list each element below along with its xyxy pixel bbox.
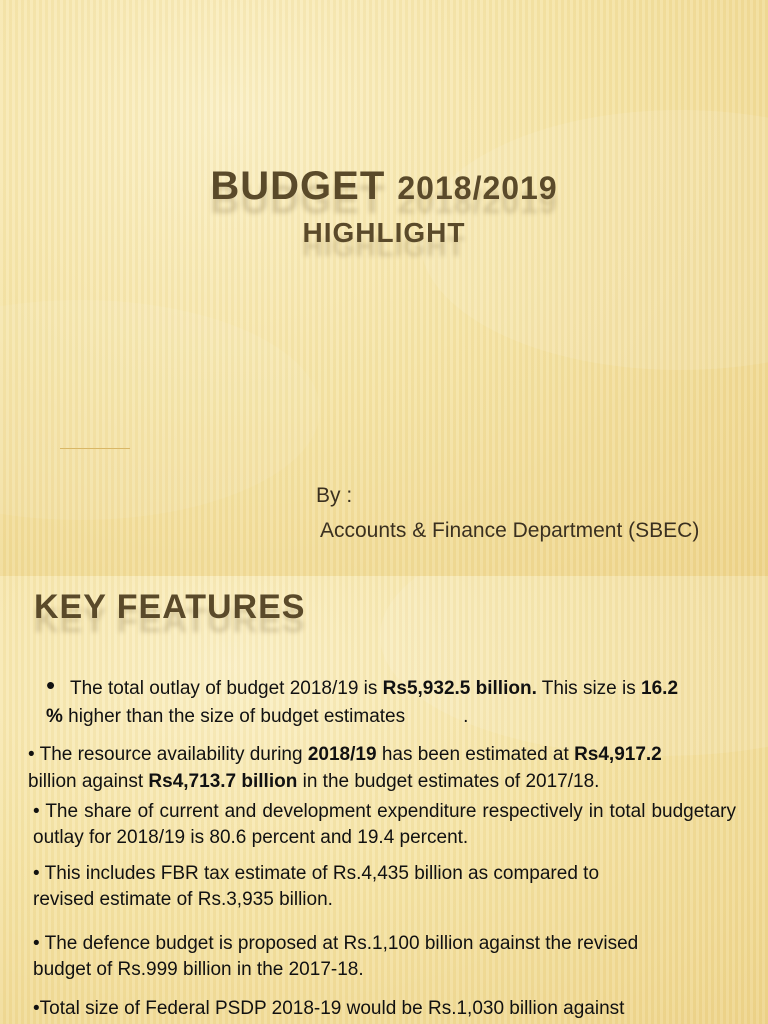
bold-run: Rs4,917.2 — [574, 744, 662, 765]
bullet-icon: • — [46, 670, 56, 700]
paragraph-total-outlay-cont — [46, 704, 746, 730]
department-name — [320, 519, 699, 543]
bold-run: % — [46, 706, 63, 727]
paragraph-psdp: •Total size of Federal PSDP 2018-19 would be Rs.1,030 billion against — [33, 998, 625, 1019]
text-run: This size is — [536, 678, 642, 699]
title-year: 2018/2019 — [397, 170, 558, 206]
paragraph-resource-availability-cont — [28, 769, 758, 795]
slide-subtitle: HIGHLIGHT — [302, 217, 466, 248]
bold-run: Rs5,932.5 billion. — [382, 678, 537, 699]
byline-label: By : — [316, 484, 353, 507]
text-run: has been estimated at — [376, 744, 575, 765]
bold-run: 2018 — [307, 744, 351, 765]
paragraph-resource-availability — [28, 742, 758, 768]
paragraph-total-outlay — [70, 676, 760, 702]
bold-run: Rs4,713.7 billion — [148, 771, 298, 792]
department-text: Accounts & Finance Department — [320, 519, 629, 542]
text-run: higher than the size of budget estimates — [62, 706, 406, 727]
title-word: BUDGET — [210, 164, 386, 208]
accent-divider — [60, 448, 130, 449]
text-run: • The resource availability during — [28, 744, 308, 765]
bold-run: 16.2 — [641, 678, 679, 699]
text-run: billion against — [28, 771, 149, 792]
key-features-slide — [0, 576, 768, 1024]
background-swoosh — [0, 300, 320, 520]
paragraph-defence-budget: • The defence budget is proposed at Rs.1,100 billion against the revised — [33, 933, 639, 954]
slide-heading: KEY FEATURES — [34, 588, 306, 626]
paragraph-defence-budget-cont: budget of Rs.999 billion in the 2017-18. — [33, 959, 364, 980]
text-run: The total outlay of budget 2018/19 is — [70, 678, 383, 699]
text-run: in the budget estimates of 2017/18. — [297, 771, 600, 792]
bold-run: /19 — [350, 744, 377, 765]
slide-title — [0, 160, 768, 252]
text-run: . — [463, 706, 469, 727]
paragraph-fbr-tax: • This includes FBR tax estimate of Rs.4,435 billion as compared to — [33, 863, 600, 884]
paragraph-fbr-tax-cont: revised estimate of Rs.3,935 billion. — [33, 889, 333, 910]
paragraph-expenditure-share: • The share of current and development expenditure respectively in total budgetary outlay for 2018/19 is 80.6 percent and 19.4 percent. — [33, 801, 736, 848]
department-abbrev: (SBEC) — [628, 519, 700, 542]
